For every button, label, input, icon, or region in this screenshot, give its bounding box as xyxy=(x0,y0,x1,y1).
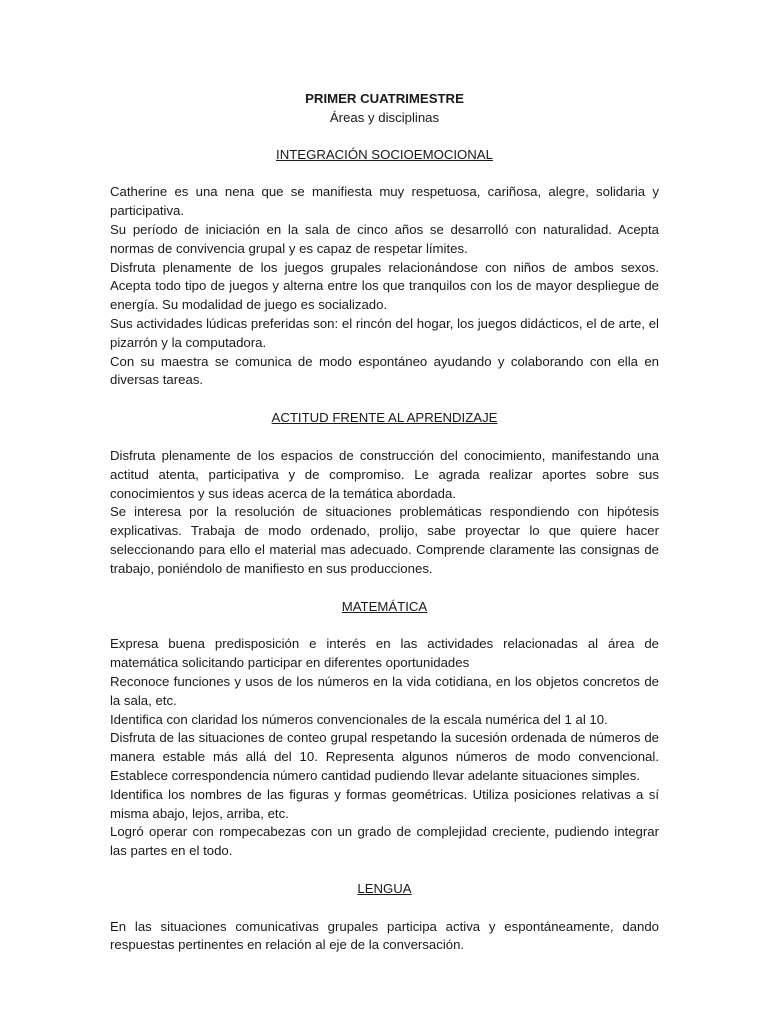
paragraph: Identifica con claridad los números convencionales de la escala numérica del 1 al 10. xyxy=(110,711,608,727)
paragraph: Reconoce funciones y usos de los números en la vida cotidiana, en los objetos concretos de la sala, etc. xyxy=(110,673,659,708)
section-heading: INTEGRACIÓN SOCIOEMOCIONAL xyxy=(276,146,493,162)
section-heading: MATEMÁTICA xyxy=(341,598,428,614)
paragraph: En las situaciones comunicativas grupales participa activa y espontáneamente, dando respuestas pertinentes en relación al eje de la conversación. xyxy=(110,918,659,953)
paragraph: Identifica los nombres de las figuras y formas geométricas. Utiliza posiciones relativas a sí misma abajo, lejos, arriba, etc. xyxy=(110,786,659,821)
document-title: PRIMER CUATRIMESTRE xyxy=(305,91,464,106)
paragraph: Catherine es una nena que se manifiesta muy respetuosa, cariñosa, alegre, solidaria y participativa. xyxy=(110,184,659,219)
paragraph: Con su maestra se comunica de modo espontáneo ayudando y colaborando con ella en diversas tareas. xyxy=(110,353,659,388)
paragraph: Logró operar con rompecabezas con un grado de complejidad creciente, pudiendo integrar las partes en el todo. xyxy=(110,824,659,859)
paragraph: Se interesa por la resolución de situaciones problemáticas respondiendo con hipótesis explicativas. Trabaja de modo ordenado, prolijo, sabe proyectar lo que quiere hacer seleccionando para ello el material mas adecuado. Comprende claramente las consignas de trabajo, poniéndolo de manifiesto en sus producciones. xyxy=(110,504,659,576)
paragraph: Expresa buena predisposición e interés en las actividades relacionadas al área de matemática solicitando participar en diferentes oportunidades xyxy=(110,636,659,671)
paragraph: Disfruta plenamente de los juegos grupales relacionándose con niños de ambos sexos. Acepta todo tipo de juegos y alterna entre los que tranquilos con los de mayor despliegue de energía. Su modalidad de juego es socializado. xyxy=(110,259,659,313)
section-actitud-frente-al-aprendizaje xyxy=(110,409,659,578)
section-matematica xyxy=(110,598,659,861)
document-page xyxy=(110,90,659,974)
section-heading: LENGUA xyxy=(357,880,412,896)
paragraph: Disfruta de las situaciones de conteo grupal respetando la sucesión ordenada de números de manera estable más allá del 10. Representa algunos números de modo convencional. Establece correspondencia número cantidad pudiendo llevar adelante situaciones simples. xyxy=(110,730,659,783)
section-heading: ACTITUD FRENTE AL APRENDIZAJE xyxy=(271,410,498,426)
section-integracion-socioemocional xyxy=(110,146,659,391)
document-subtitle: Áreas y disciplinas xyxy=(329,109,440,125)
paragraph: Su período de iniciación en la sala de cinco años se desarrolló con naturalidad. Acepta normas de convivencia grupal y es capaz de respetar límites. xyxy=(110,221,659,256)
paragraph: Disfruta plenamente de los espacios de construcción del conocimiento, manifestando una actitud atenta, participativa y de compromiso. Le agrada realizar aportes sobre sus conocimientos y sus ideas acerca de la temática abordada. xyxy=(110,447,659,501)
section-lengua xyxy=(110,880,659,955)
paragraph: Sus actividades lúdicas preferidas son: el rincón del hogar, los juegos didácticos, el de arte, el pizarrón y la computadora. xyxy=(110,315,659,350)
